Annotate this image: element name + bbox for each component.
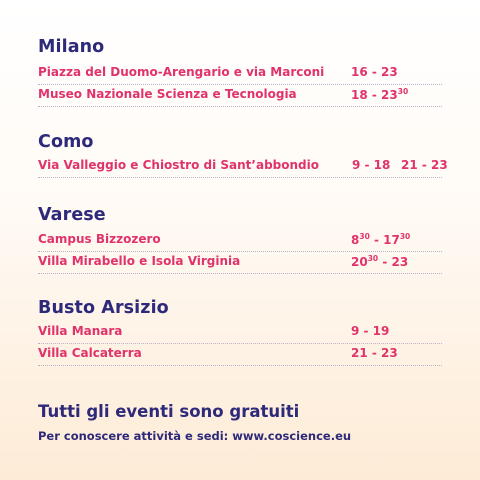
city-heading-busto-arsizio: Busto Arsizio — [38, 298, 169, 318]
schedule-row — [38, 63, 442, 85]
venue-hours: $18 - 23^{30}$ — [351, 87, 409, 102]
schedule-row — [38, 344, 442, 366]
schedule-row — [38, 230, 442, 252]
city-heading-como: Como — [38, 132, 94, 152]
venue-name: Villa Calcaterra — [38, 346, 142, 360]
venue-hours: $8^{30} - 17^{30}$ — [351, 232, 411, 247]
venue-name: Villa Manara — [38, 324, 123, 338]
free-events-title: Tutti gli eventi sono gratuiti — [38, 402, 300, 421]
venue-name: Museo Nazionale Scienza e Tecnologia — [38, 87, 297, 101]
venue-hours-evening: 21 - 23 — [401, 158, 448, 172]
venue-hours: 9 - 18 — [352, 158, 391, 172]
venue-name: Villa Mirabello e Isola Virginia — [38, 254, 241, 268]
schedule-row — [38, 85, 442, 107]
schedule-row — [38, 322, 442, 344]
schedule-row — [38, 156, 448, 178]
venue-name: Via Valleggio e Chiostro di Sant’abbondio — [38, 158, 319, 172]
venue-hours: 9 - 19 — [351, 324, 390, 338]
website-info: Per conoscere attività e sedi: www.coscience.eu — [38, 429, 352, 443]
city-heading-varese: Varese — [38, 205, 106, 225]
venue-hours: $20^{30} - 23$ — [351, 254, 409, 269]
schedule-row — [38, 252, 442, 274]
venue-name: Piazza del Duomo-Arengario e via Marconi — [38, 65, 325, 79]
venue-hours: 21 - 23 — [351, 346, 398, 360]
venue-hours: 16 - 23 — [351, 65, 398, 79]
venue-name: Campus Bizzozero — [38, 232, 161, 246]
city-heading-milano: Milano — [38, 37, 105, 57]
